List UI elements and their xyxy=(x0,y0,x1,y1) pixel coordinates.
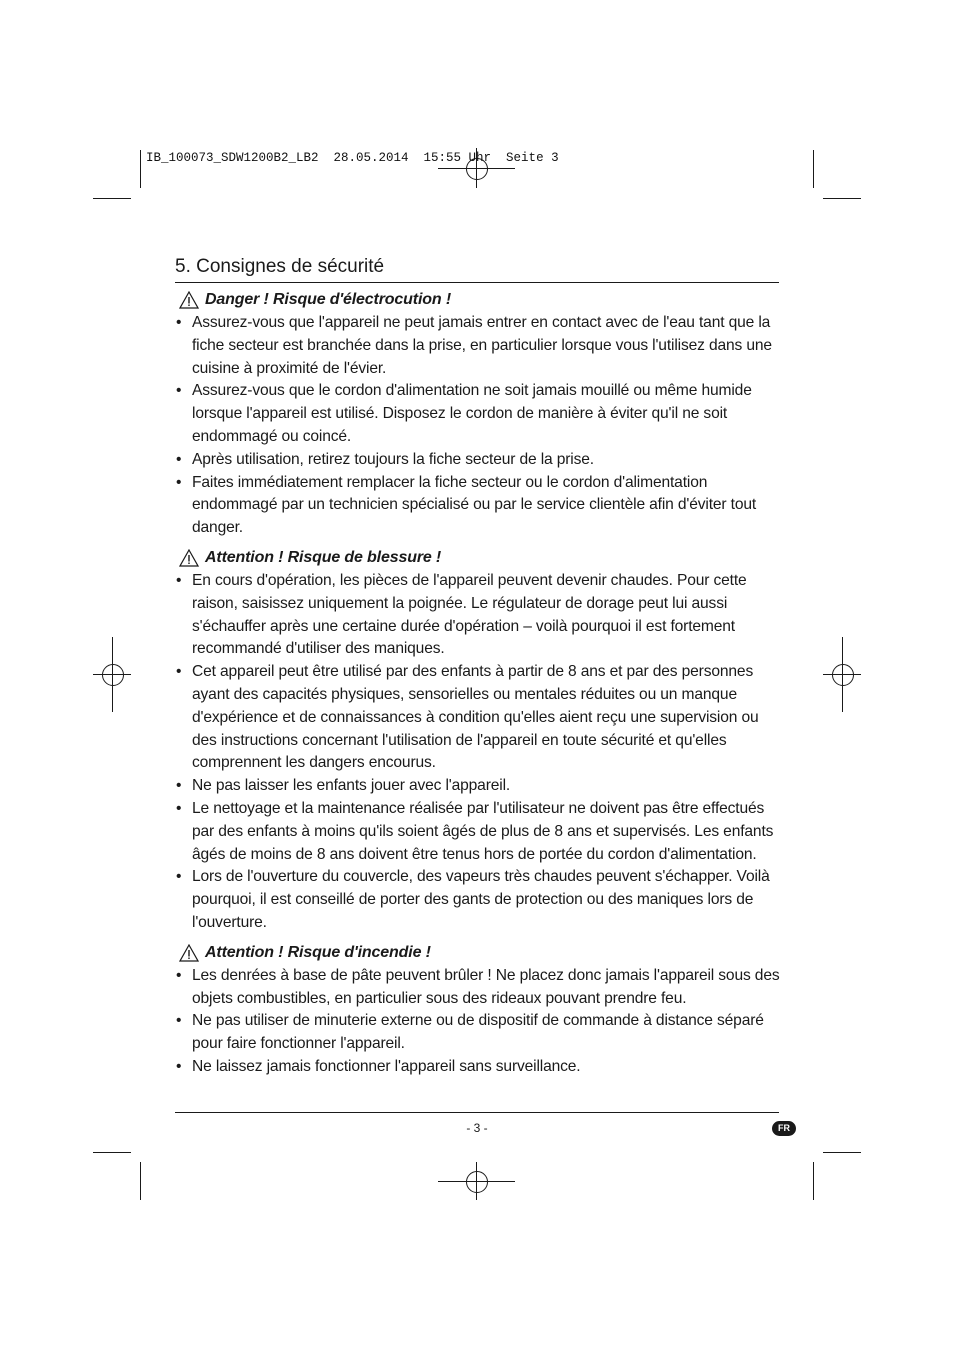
list-item: • Ne pas laisser les enfants jouer avec l'appareil. xyxy=(175,775,781,798)
warning-icon xyxy=(179,944,199,962)
bullet-icon: • xyxy=(176,663,182,681)
list-item: • Ne pas utiliser de minuterie externe ou de dispositif de commande à distance séparé pour faire fonctionner l'appareil. xyxy=(176,1012,764,1053)
bullet-icon: • xyxy=(176,450,182,468)
list-item: • Faites immédiatement remplacer la fiche secteur ou le cordon d'alimentation endommagé par un technicien spécialisé ou par le service clientèle afin d'éviter tout danger. xyxy=(176,473,757,537)
print-slug: IB_100073_SDW1200B2_LB2 28.05.2014 15:55 Uhr Seite 3 xyxy=(146,151,559,165)
warning-icon xyxy=(179,549,199,567)
list-item: • Le nettoyage et la maintenance réalisée par l'utilisateur ne doivent pas être effectués par des enfants à moins qu'ils soient âgés de plus de 8 ans et supervisés. Les enfants âgés de moins de 8 ans doivent être tenus hors de portée du cordon d'alimentation. xyxy=(176,799,774,863)
list-item: • Les denrées à base de pâte peuvent brûler ! Ne placez donc jamais l'appareil sous des objets combustibles, en particulier sous des rideaux pouvant prendre feu. xyxy=(176,966,780,1007)
footer-divider xyxy=(175,1112,779,1113)
bullet-list xyxy=(175,570,781,935)
section-electrocution xyxy=(175,288,781,540)
bullet-icon: • xyxy=(176,777,182,795)
bullet-icon: • xyxy=(176,382,182,400)
bullet-icon: • xyxy=(176,571,182,589)
bullet-list xyxy=(175,312,781,540)
list-item: • Assurez-vous que l'appareil ne peut jamais entrer en contact avec de l'eau tant que la fiche secteur est branchée dans la prise, en particulier lorsque vous l'utilisez dans une cuisine à proximité de l'évier. xyxy=(176,314,772,377)
bullet-list xyxy=(175,965,781,1079)
bullet-icon: • xyxy=(176,473,182,491)
list-item: • Après utilisation, retirez toujours la fiche secteur de la prise. xyxy=(175,449,781,472)
safety-content xyxy=(175,288,781,1085)
list-item: • Cet appareil peut être utilisé par des enfants à partir de 8 ans et par des personnes ayant des capacités physiques, sensorielles ou mentales réduites ou un manque d'expérience et de connaissances à condition qu'elles aient reçu une supervision ou des instructions concernant l'utilisation de l'appareil en toute sécurité et qu'elles comprennent les dangers encourus. xyxy=(176,663,759,772)
section-heading-text: Danger ! Risque d'électrocution ! xyxy=(205,291,451,308)
section-heading-text: Attention ! Risque de blessure ! xyxy=(205,548,442,566)
bullet-icon: • xyxy=(176,1057,182,1075)
page-title: 5. Consignes de sécurité xyxy=(175,255,779,283)
bullet-icon: • xyxy=(176,966,182,984)
page-number: - 3 - xyxy=(466,1121,488,1135)
list-item: • Lors de l'ouverture du couvercle, des vapeurs très chaudes peuvent s'échapper. Voilà pourquoi, il est conseillé de porter des gants de protection ou des maniques lors de l'ouverture. xyxy=(176,868,770,931)
bullet-icon: • xyxy=(176,1012,182,1030)
section-heading xyxy=(179,546,781,570)
bullet-icon: • xyxy=(176,868,182,886)
warning-icon xyxy=(179,291,199,309)
bullet-icon: • xyxy=(176,799,182,817)
section-injury xyxy=(175,546,781,935)
list-item: • Ne laissez jamais fonctionner l'appareil sans surveillance. xyxy=(175,1056,781,1079)
list-item: • Assurez-vous que le cordon d'alimentation ne soit jamais mouillé ou même humide lorsque l'appareil est utilisé. Disposez le cordon de manière à éviter qu'il ne soit endommagé ou coincé. xyxy=(176,382,752,445)
section-heading-text: Attention ! Risque d'incendie ! xyxy=(205,943,431,961)
language-badge: FR xyxy=(772,1121,796,1136)
section-fire xyxy=(175,941,781,1079)
bullet-icon: • xyxy=(176,314,182,331)
list-item: • En cours d'opération, les pièces de l'appareil peuvent devenir chaudes. Pour cette raison, saisissez uniquement la poignée. Le régulateur de dorage peut lui aussi s'échauffer après une certaine durée d'opération – voilà pourquoi il est fortement recommandé d'utiliser des maniques. xyxy=(176,571,747,658)
section-heading xyxy=(179,288,781,312)
section-heading xyxy=(179,941,781,965)
